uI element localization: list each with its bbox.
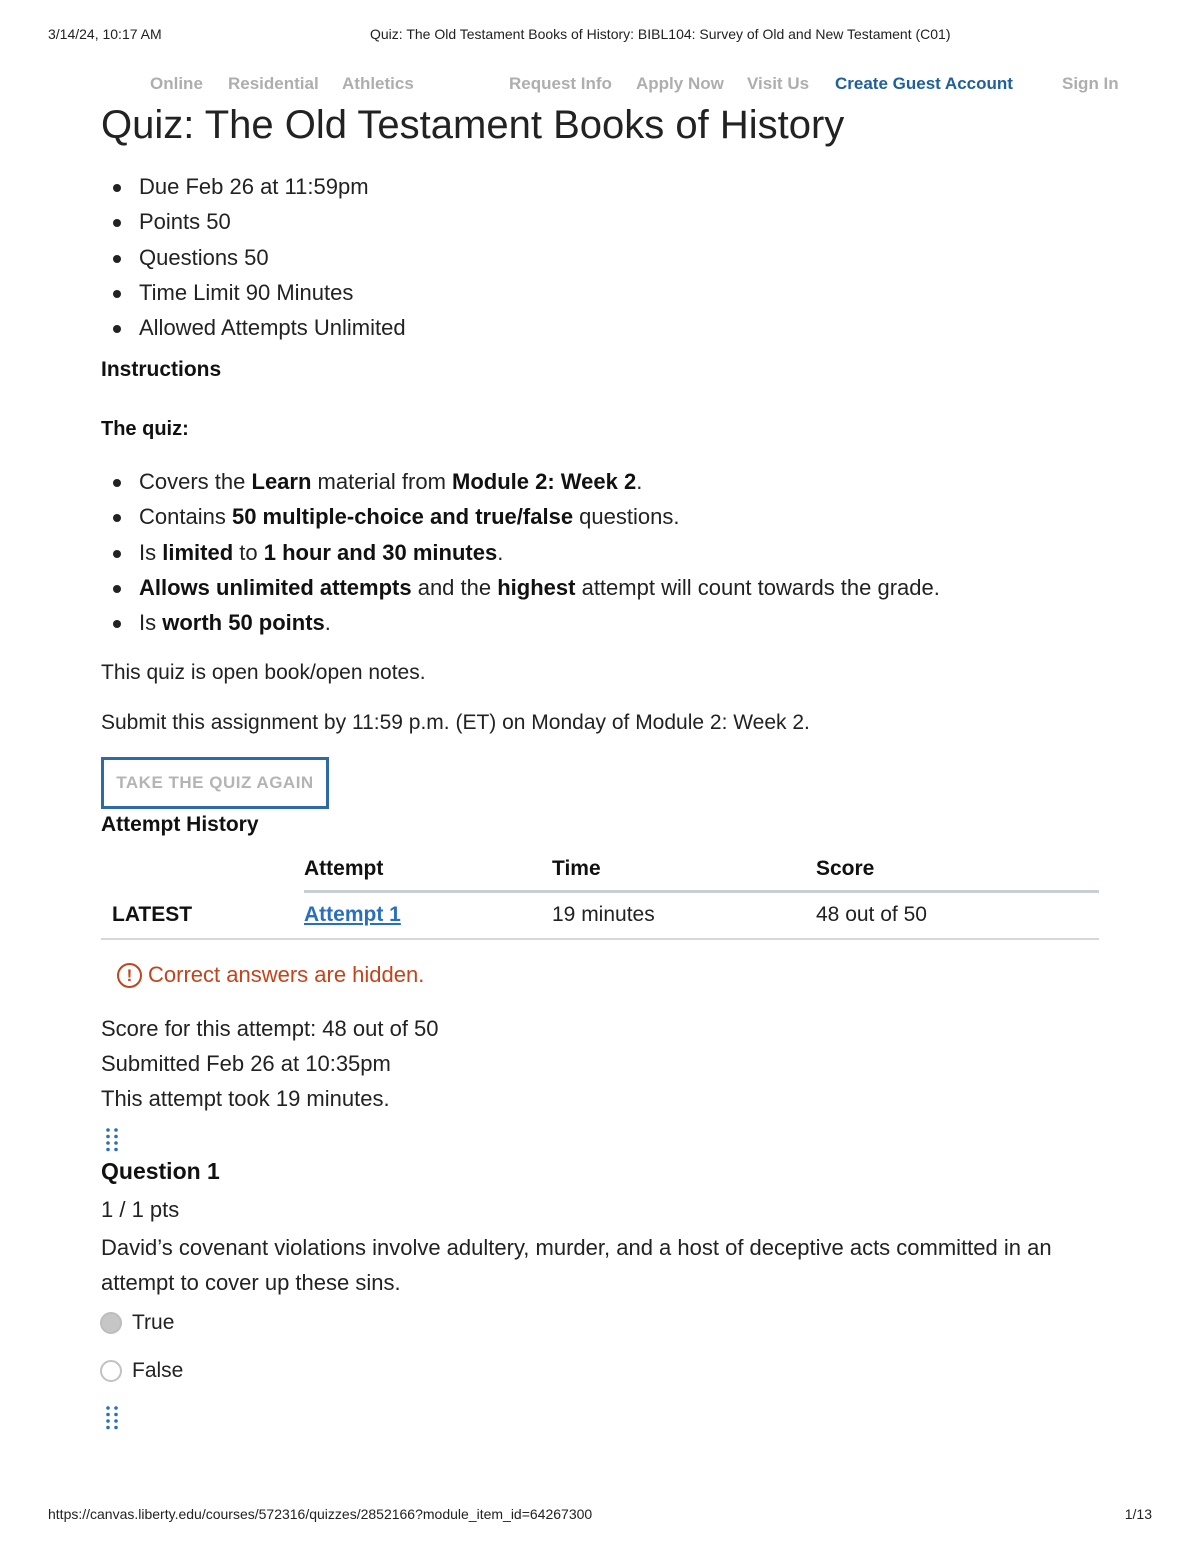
nav-sign-in-link[interactable]: Sign In (1062, 74, 1119, 93)
instructions-heading: Instructions (101, 358, 222, 381)
print-footer (48, 1506, 1152, 1526)
nav-athletics-link[interactable]: Athletics (342, 74, 414, 93)
open-book-note: This quiz is open book/open notes. (101, 661, 426, 684)
answers-hidden-notice (117, 962, 424, 988)
meta-questions: Questions 50 (101, 240, 406, 275)
option-label: False (132, 1359, 184, 1382)
nav-residential-link[interactable]: Residential (228, 74, 319, 93)
radio-selected-icon[interactable] (100, 1312, 122, 1334)
question-points: 1 / 1 pts (101, 1197, 180, 1222)
nav-online-link[interactable]: Online (150, 74, 203, 93)
answer-option-true[interactable] (100, 1310, 174, 1336)
nav-request-info-link[interactable]: Request Info (509, 74, 612, 93)
drag-handle-icon[interactable] (104, 1127, 122, 1153)
duration-line: This attempt took 19 minutes. (101, 1086, 390, 1111)
meta-due: Due Feb 26 at 11:59pm (101, 169, 406, 204)
column-header-time: Time (552, 848, 816, 891)
print-datetime: 3/14/24, 10:17 AM (48, 26, 162, 42)
quiz-instructions-list (101, 464, 940, 640)
instruction-item: Allows unlimited attempts and the highest attempt will count towards the grade. (101, 570, 940, 605)
question-text: David’s covenant violations involve adultery, murder, and a host of deceptive acts committed in an attempt to cover up these sins. (101, 1235, 1052, 1295)
nav-visit-us-link[interactable]: Visit Us (747, 74, 810, 93)
answers-hidden-text: Correct answers are hidden. (148, 962, 425, 987)
column-header-attempt: Attempt (304, 848, 552, 891)
table-row (101, 891, 1099, 939)
meta-allowed-attempts: Allowed Attempts Unlimited (101, 310, 406, 345)
nav-apply-now-link[interactable]: Apply Now (636, 74, 724, 93)
score-line: Score for this attempt: 48 out of 50 (101, 1016, 439, 1041)
the-quiz-label: The quiz: (101, 418, 189, 440)
warning-icon: ! (117, 963, 142, 988)
take-quiz-again-button[interactable]: TAKE THE QUIZ AGAIN (101, 757, 329, 809)
quiz-meta-list (101, 169, 406, 345)
submit-deadline-note: Submit this assignment by 11:59 p.m. (ET) on Monday of Module 2: Week 2. (101, 711, 810, 734)
nav-create-guest-account-link[interactable]: Create Guest Account (835, 74, 1013, 93)
question-title: Question 1 (101, 1158, 220, 1184)
radio-unselected-icon[interactable] (100, 1360, 122, 1382)
blank-header (101, 848, 304, 891)
attempt-cell (304, 891, 552, 939)
instruction-item: Contains 50 multiple-choice and true/false questions. (101, 499, 940, 534)
print-header (48, 26, 1152, 46)
instruction-item: Covers the Learn material from Module 2: Week 2. (101, 464, 940, 499)
page-url: https://canvas.liberty.edu/courses/572316/quizzes/2852166?module_item_id=64267300 (48, 1506, 593, 1522)
meta-time-limit: Time Limit 90 Minutes (101, 275, 406, 310)
instruction-item: Is worth 50 points. (101, 605, 940, 640)
table-header-row (101, 848, 1099, 891)
column-header-score: Score (816, 848, 1099, 891)
latest-label: LATEST (101, 891, 304, 939)
instruction-item: Is limited to 1 hour and 30 minutes. (101, 535, 940, 570)
print-page-title: Quiz: The Old Testament Books of History: BIBL104: Survey of Old and New Testament (C01) (370, 26, 951, 42)
attempt-history-table (101, 848, 1099, 940)
score-cell: 48 out of 50 (816, 891, 1099, 939)
page-number: 1/13 (1124, 1506, 1152, 1522)
drag-handle-icon[interactable] (104, 1405, 122, 1431)
page-title: Quiz: The Old Testament Books of History (101, 103, 845, 147)
meta-points: Points 50 (101, 204, 406, 239)
attempt-history-heading: Attempt History (101, 813, 259, 836)
time-cell: 19 minutes (552, 891, 816, 939)
submitted-line: Submitted Feb 26 at 10:35pm (101, 1051, 391, 1076)
option-label: True (132, 1311, 175, 1334)
answer-option-false[interactable] (100, 1358, 183, 1384)
attempt-1-link[interactable]: Attempt 1 (304, 903, 401, 927)
